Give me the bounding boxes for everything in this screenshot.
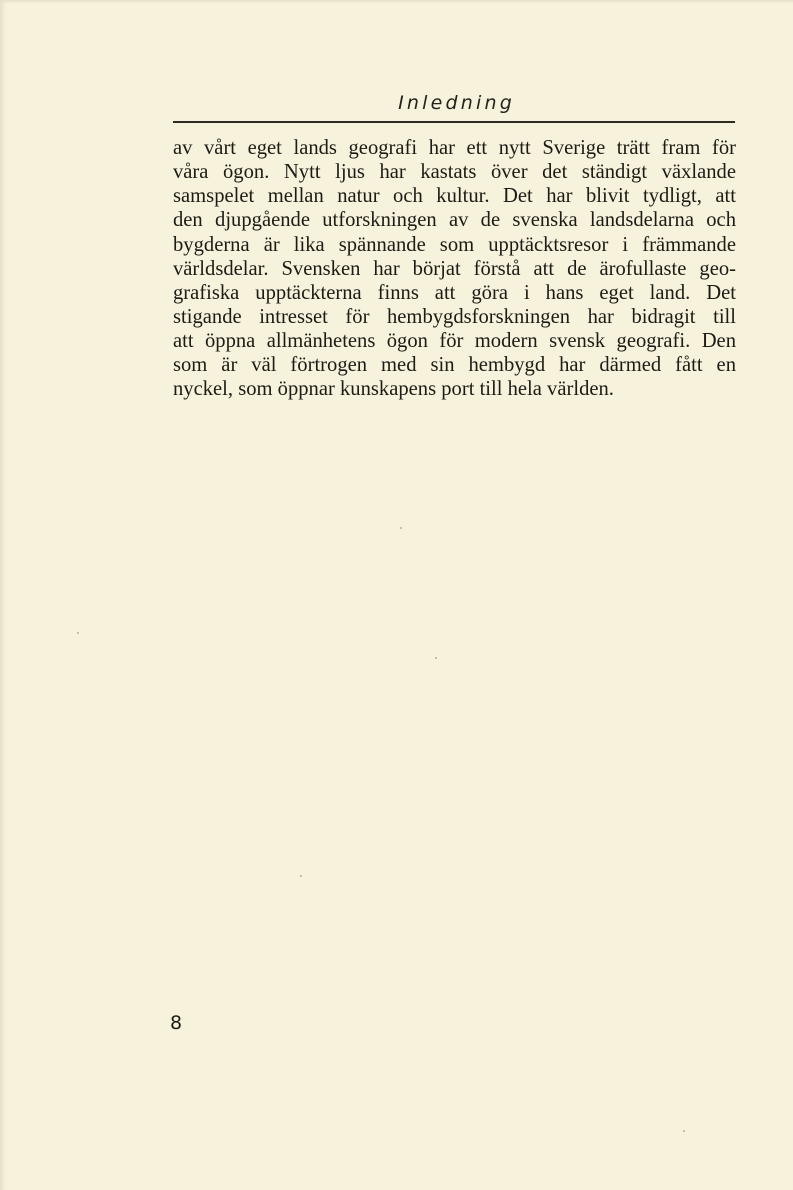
text-line: den djupgående utforskningen av de svenska landsdelarna och: [173, 209, 736, 232]
page-edge-shadow: [0, 0, 6, 1190]
running-header: [173, 92, 735, 122]
paper-speck: [435, 657, 437, 659]
page-number: 8: [170, 1012, 183, 1034]
paper-speck: [400, 527, 402, 529]
text-line: stigande intresset för hembygdsforskningen har bidragit till: [173, 305, 736, 328]
text-line: grafiska upptäckterna finns att göra i hans eget land. Det: [173, 281, 736, 304]
paper-speck: [683, 1130, 685, 1132]
running-title: Inledning: [398, 92, 515, 114]
text-line: våra ögon. Nytt ljus har kastats över det ständigt växlande: [173, 161, 736, 184]
header-rule: [173, 121, 735, 123]
paper-speck: [300, 875, 302, 877]
text-line: att öppna allmänhetens ögon för modern svensk geografi. Den: [173, 330, 736, 353]
paper-speck: [77, 632, 79, 634]
page-top-edge: [0, 0, 793, 4]
text-line: samspelet mellan natur och kultur. Det har blivit tydligt, att: [173, 185, 736, 208]
body-paragraph: [173, 136, 736, 402]
text-line: av vårt eget lands geografi har ett nytt Sverige trätt fram för: [173, 137, 736, 159]
text-line: som är väl förtrogen med sin hembygd har därmed fått en: [173, 354, 736, 377]
text-line: nyckel, som öppnar kunskapens port till hela världen.: [173, 378, 614, 401]
text-line: världsdelar. Svensken har börjat förstå att de ärofullaste geo-: [173, 257, 736, 280]
text-line: bygderna är lika spännande som upptäcktsresor i främmande: [173, 233, 736, 256]
